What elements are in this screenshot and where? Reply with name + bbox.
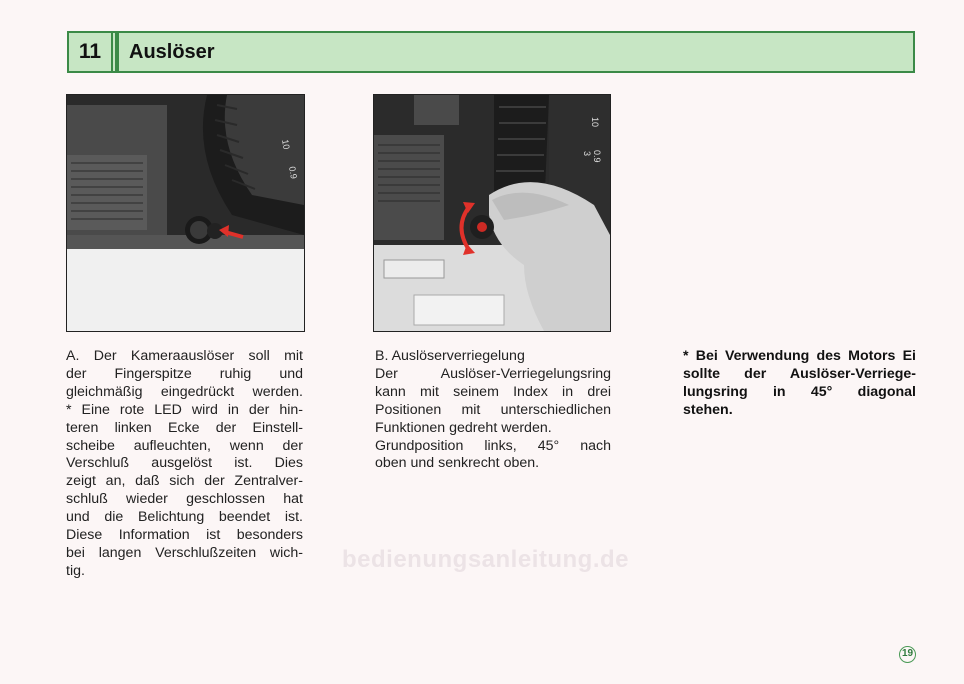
- text-line: kann mit seinem Index in drei: [375, 383, 611, 400]
- watermark: bedienungsanleitung.de: [342, 546, 630, 573]
- text-line: tig.: [66, 562, 85, 579]
- column-c-note: [683, 348, 916, 420]
- page-number: 19: [899, 646, 916, 663]
- text-line: Funktionen gedreht werden.: [375, 419, 552, 436]
- camera-lock-ring-photo: [373, 94, 611, 332]
- text-line: * Eine rote LED wird in der hin-: [66, 401, 303, 418]
- svg-text:0.9: 0.9: [592, 150, 602, 163]
- text-line: teren linken Ecke der Einstell-: [66, 419, 303, 436]
- text-line: sollte der Auslöser-Verriege-: [683, 365, 916, 382]
- text-line: * Bei Verwendung des Motors Ei: [683, 348, 916, 364]
- text-line: Der Auslöser-Verriegelungsring: [375, 365, 611, 382]
- text-line: scheibe aufleuchten, wenn der: [66, 437, 303, 454]
- text-line: B. Auslöserverriegelung: [375, 348, 525, 364]
- section-number: 11: [69, 33, 113, 71]
- section-header: [67, 31, 915, 73]
- text-line: Diese Information ist besonders: [66, 527, 303, 544]
- text-line: gleichmäßig eingedrückt werden.: [66, 383, 303, 400]
- camera-shutter-release-photo: [66, 94, 305, 332]
- svg-text:10: 10: [280, 138, 292, 151]
- text-line: stehen.: [683, 401, 733, 418]
- svg-text:0.9: 0.9: [287, 165, 300, 180]
- text-line: oben und senkrecht oben.: [375, 455, 540, 472]
- text-line: bei langen Verschlußzeiten wich-: [66, 544, 303, 561]
- svg-text:10: 10: [590, 117, 600, 128]
- column-b-text: [375, 348, 611, 473]
- text-line: lungsring in 45° diagonal: [683, 383, 916, 400]
- svg-text:3: 3: [582, 151, 592, 157]
- section-title: Auslöser: [129, 41, 215, 63]
- text-line: zeigt an, daß sich der Zentralver-: [66, 473, 303, 490]
- text-line: der Fingerspitze ruhig und: [66, 365, 303, 382]
- text-line: Grundposition links, 45° nach: [375, 437, 611, 454]
- text-line: A. Der Kameraauslöser soll mit: [66, 348, 303, 364]
- text-line: Positionen mit unterschiedlichen: [375, 401, 611, 418]
- column-a-text: [66, 348, 303, 581]
- text-line: Verschluß ausgelöst ist. Dies: [66, 455, 303, 472]
- text-line: schluß wieder geschlossen hat: [66, 491, 303, 508]
- text-line: und die Belichtung beendet ist.: [66, 509, 303, 526]
